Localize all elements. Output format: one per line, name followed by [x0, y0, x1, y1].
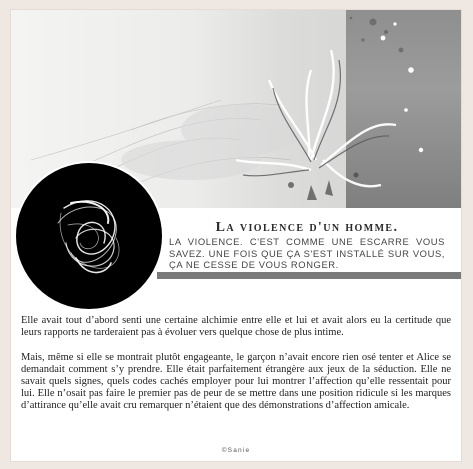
accent-bar: [157, 272, 461, 279]
page-title: La violence d'un homme.: [215, 220, 399, 235]
content-card: [11, 10, 461, 461]
swirl-figure-image: [16, 163, 162, 309]
avatar: [16, 163, 162, 309]
paragraph: Elle avait tout d’abord senti une certaine alchimie entre elle et lui et avait alors eu la certitude que leurs rapports ne tarderaient pas à évoluer vers quelque chose de plus intime.: [21, 315, 451, 338]
paragraph: Mais, même si elle se montrait plutôt engageante, le garçon n’avait encore rien osé tenter et Alice se demandait comment s’y prendre. Elle était parfaitement étrangère aux jeux de la séduction. Elle ne savait quels signes, quels codes cachés employer pour lui montrer l’affection qu’elle ressentait pour lui. Elle n’osait pas faire le premier pas de peur de se mettre dans une position ridicule si les marques d’attirance qu’elle avait cru remarquer n’étaient que des démonstrations d’affection amicale.: [21, 352, 451, 411]
article-body: [21, 315, 451, 425]
page-subtitle: LA VIOLENCE. C'EST COMME UNE ESCARRE VOUS SAVEZ. UNE FOIS QUE ÇA S'EST INSTALLÉ SUR VOUS, ÇA NE CESSE DE VOUS RONGER.: [169, 236, 445, 270]
credit-text: ©Sanie: [221, 447, 251, 454]
